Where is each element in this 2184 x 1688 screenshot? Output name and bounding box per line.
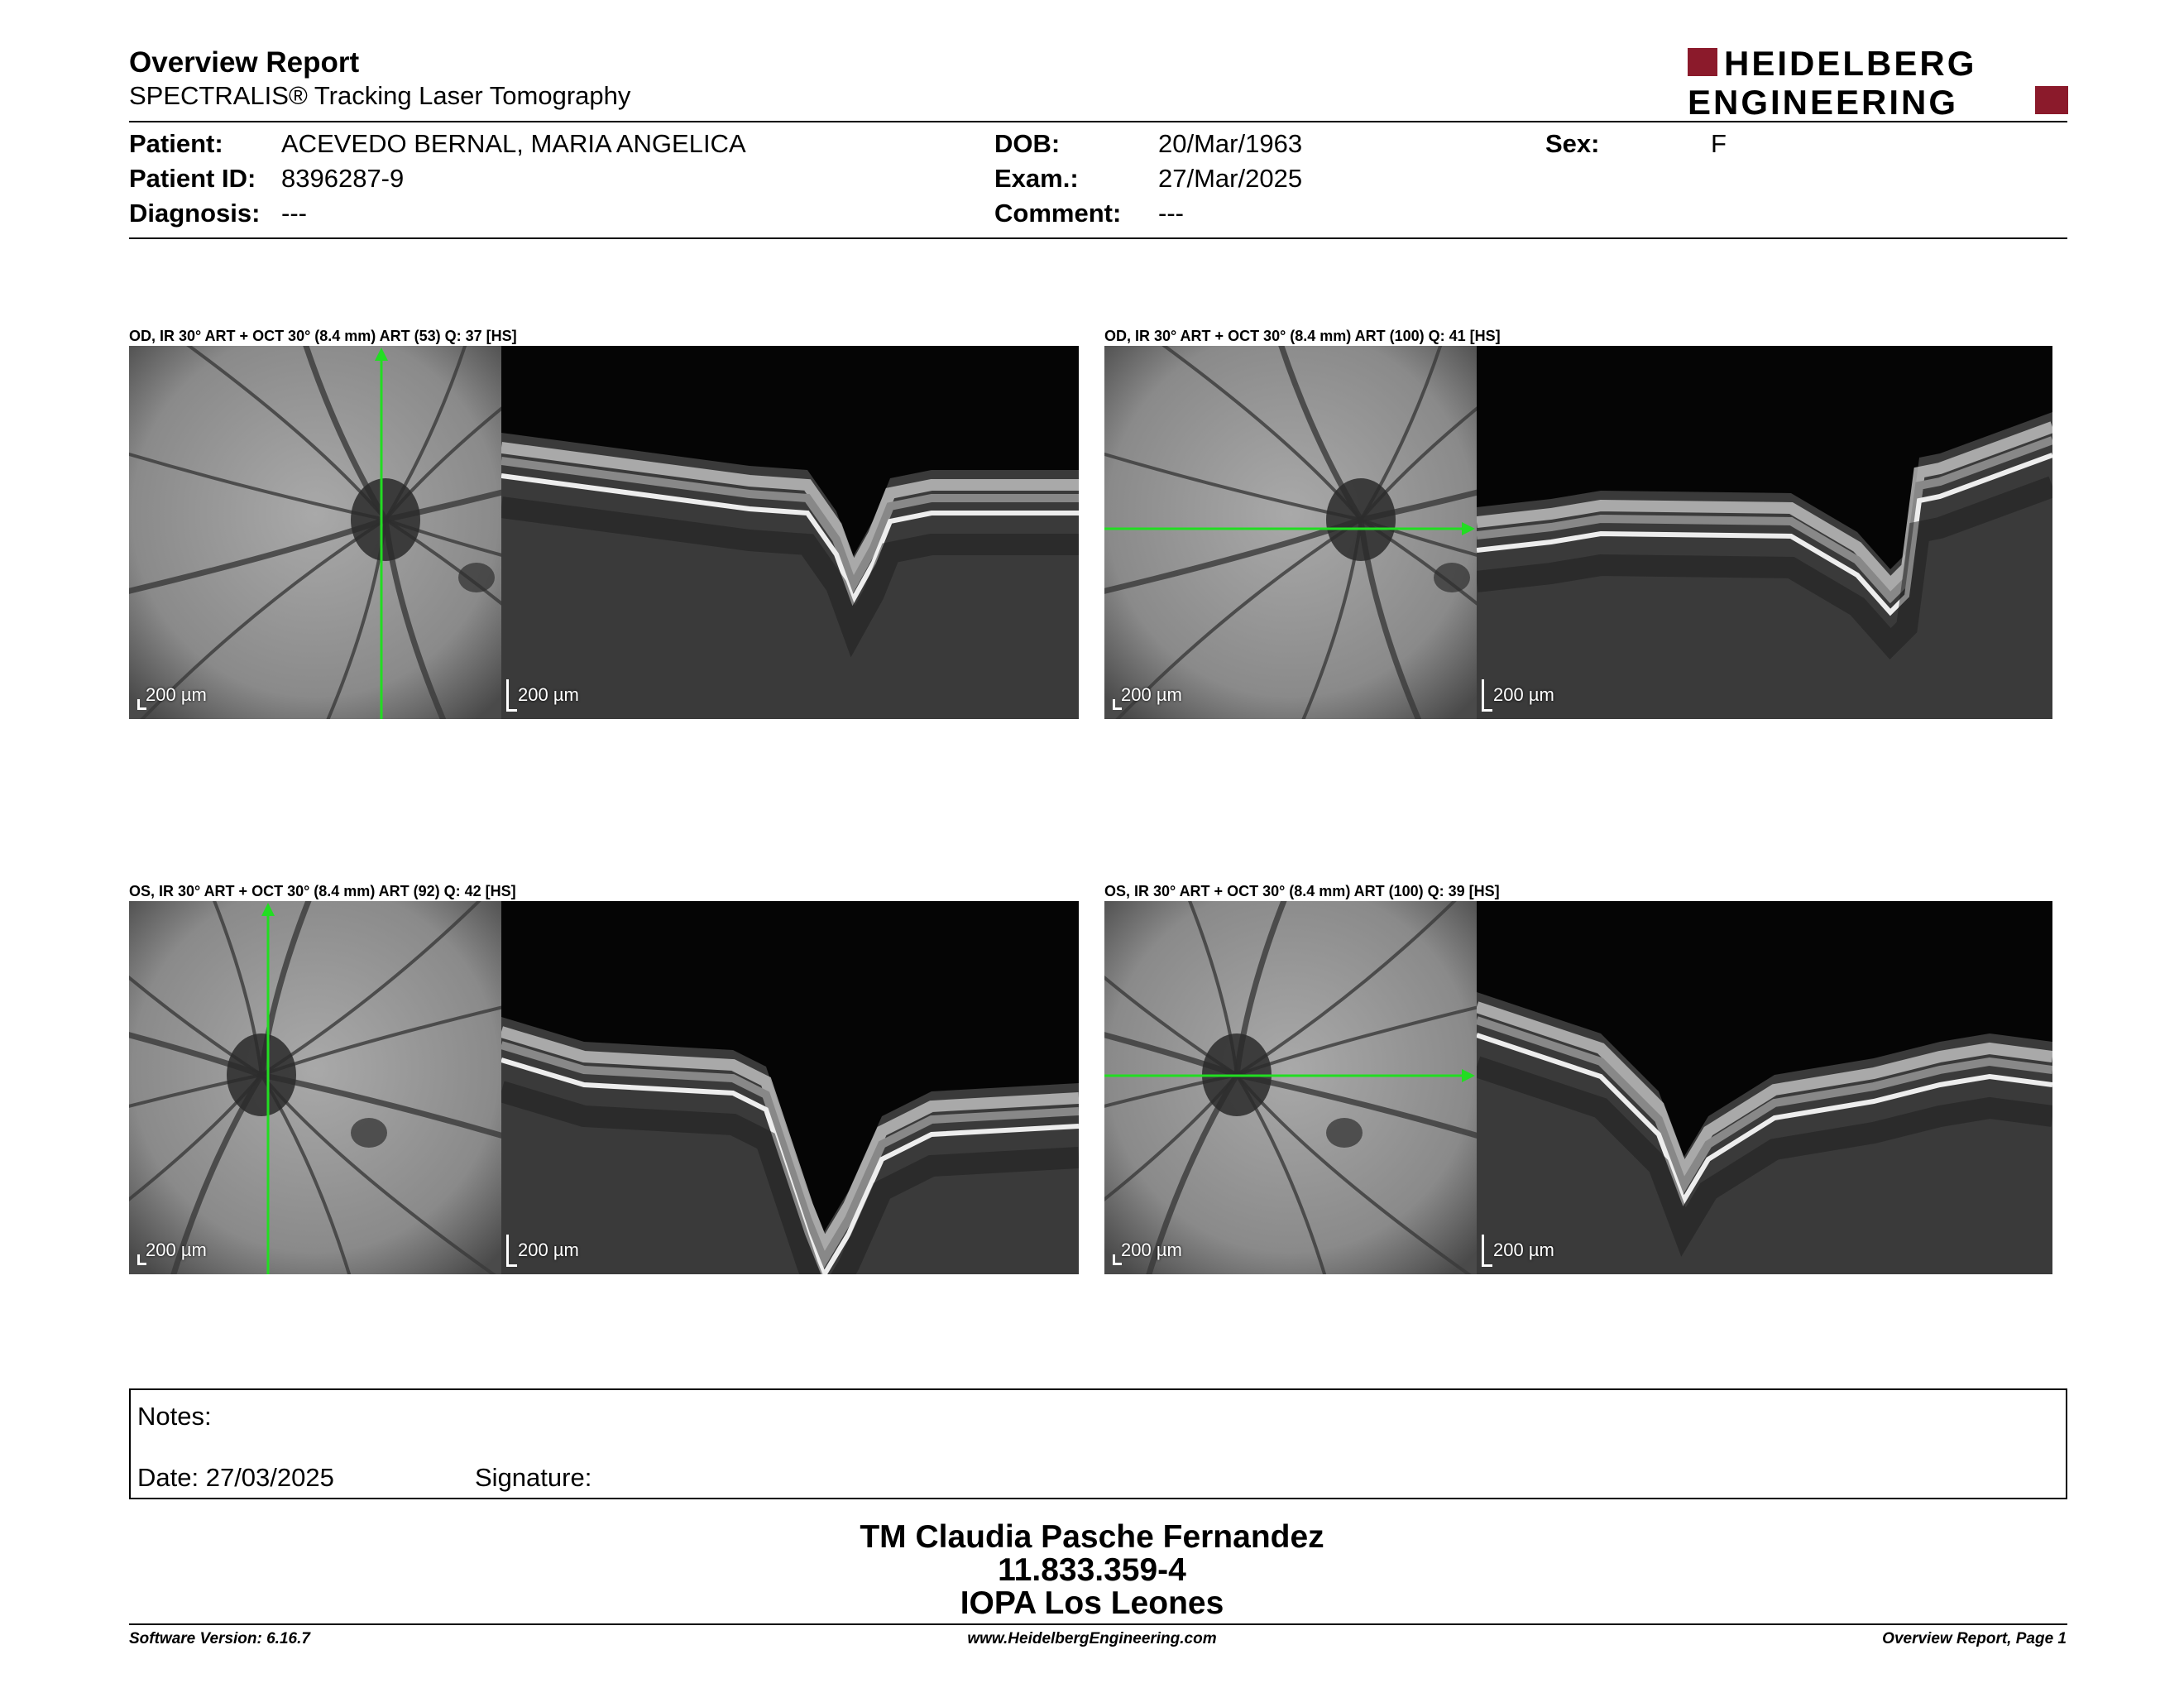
ir-scale-text: 200 µm [146,1240,207,1260]
footer-website: www.HeidelbergEngineering.com [967,1630,1217,1647]
oct-bscan-image [501,346,1079,719]
oct-scale-text: 200 µm [1493,1240,1554,1260]
panel-caption: OD, IR 30° ART + OCT 30° (8.4 mm) ART (53) Q: 37 [HS] [129,328,517,344]
patient-rule [129,237,2067,239]
ir-fundus-image [1104,901,1477,1274]
comment-label: Comment: [994,199,1122,228]
report-subtitle: SPECTRALIS® Tracking Laser Tomography [129,81,631,110]
patient-name: ACEVEDO BERNAL, MARIA ANGELICA [281,129,746,158]
ir-scale-label [146,1240,207,1261]
exam-label: Exam.: [994,164,1079,193]
footer-rule [129,1623,2067,1625]
panel-caption: OS, IR 30° ART + OCT 30° (8.4 mm) ART (92) Q: 42 [HS] [129,883,516,899]
notes-box [129,1388,2067,1499]
oct-scale-text: 200 µm [518,684,579,705]
panel-caption: OD, IR 30° ART + OCT 30° (8.4 mm) ART (100) Q: 41 [HS] [1104,328,1501,344]
footer-software-version: Software Version: 6.16.7 [129,1630,310,1647]
ir-fundus-image [129,346,501,719]
oct-bscan-image [1477,346,2052,719]
patient-id: 8396287-9 [281,164,405,193]
sex-value: F [1711,129,1727,158]
notes-label: Notes: [137,1402,212,1431]
oct-scale-text: 200 µm [518,1240,579,1260]
oct-bscan-image [1477,901,2052,1274]
stamp-id: 11.833.359-4 [998,1552,1186,1588]
ir-scale-text: 200 µm [1121,1240,1182,1260]
ir-fundus-image [1104,346,1477,719]
ir-fundus-image [129,901,501,1274]
notes-signature: Signature: [475,1463,592,1492]
svg-text:ENGINEERING: ENGINEERING [1688,83,1959,117]
sex-label: Sex: [1545,129,1600,158]
oct-scale-label [518,1240,579,1261]
heidelberg-logo [1688,45,2068,117]
panel-caption: OS, IR 30° ART + OCT 30° (8.4 mm) ART (100) Q: 39 [HS] [1104,883,1500,899]
ir-scale-text: 200 µm [146,684,207,705]
patient-label: Patient: [129,129,223,158]
oct-bscan-image [501,901,1079,1274]
notes-date: Date: 27/03/2025 [137,1463,334,1492]
footer-page: Overview Report, Page 1 [1882,1630,2067,1647]
ir-scale-label [1121,1240,1182,1261]
svg-text:HEIDELBERG: HEIDELBERG [1724,45,1977,83]
oct-scale-label [518,684,579,706]
diagnosis-value: --- [281,199,307,228]
exam-value: 27/Mar/2025 [1158,164,1303,193]
oct-scale-label [1493,1240,1554,1261]
ir-scale-text: 200 µm [1121,684,1182,705]
dob-value: 20/Mar/1963 [1158,129,1303,158]
oct-scale-text: 200 µm [1493,684,1554,705]
ir-scale-label [1121,684,1182,706]
comment-value: --- [1158,199,1184,228]
dob-label: DOB: [994,129,1061,158]
ir-scale-label [146,684,207,706]
patient-id-label: Patient ID: [129,164,256,193]
stamp-name: TM Claudia Pasche Fernandez [860,1519,1324,1555]
diagnosis-label: Diagnosis: [129,199,261,228]
oct-scale-label [1493,684,1554,706]
report-title: Overview Report [129,46,360,79]
header-rule [129,121,2067,122]
stamp-clinic: IOPA Los Leones [960,1585,1224,1621]
